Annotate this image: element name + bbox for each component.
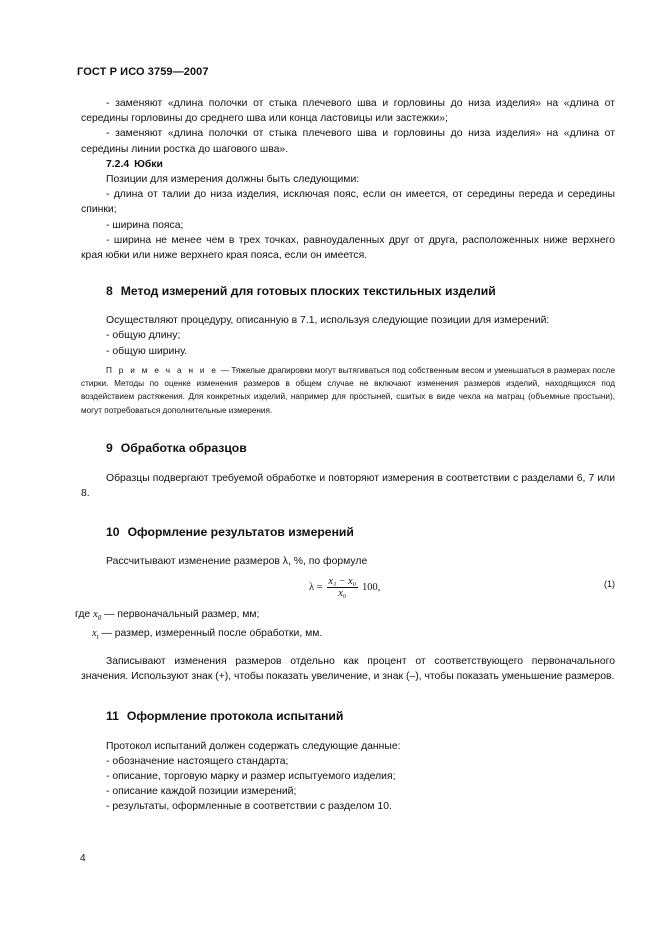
section-8-item-1: - общую длину;	[106, 330, 181, 342]
skirt-item-2: - ширина пояса;	[106, 219, 184, 231]
intro-item-1: - заменяют «длина полочки от стыка плечевого шва и горловины до низа изделия» на «длина от середины горловины до среднего шва или конца ластовицы или застежки»;	[81, 98, 615, 125]
section-11-heading	[81, 708, 615, 724]
section-8-intro: Осуществляют процедуру, описанную в 7.1, используя следующие позиции для измерений:	[106, 315, 550, 327]
section-10-intro: Рассчитывают изменение размеров λ, %, по формуле	[106, 556, 368, 568]
section-11-item-4: - результаты, оформленные в соответствии с разделом 10.	[106, 801, 392, 813]
equation-number: (1)	[604, 578, 615, 589]
document-header: ГОСТ Р ИСО 3759—2007	[77, 66, 209, 78]
skirt-item-3: - ширина не менее чем в трех точках, равноудаленных друг от друга, расположенных ниже верхнего края юбки или ниже верхнего края пояса, если он имеется.	[81, 234, 615, 262]
section-9-number: 9	[106, 441, 113, 456]
section-9-heading	[81, 440, 615, 456]
section-10-text: Записывают изменения размеров отдельно как процент от соответствующего первоначального значения. Используют знак (+), чтобы показать увеличение, и знак (–), чтобы показать уменьшение размеров.	[81, 656, 615, 683]
section-10-number: 10	[106, 525, 120, 540]
subsection-number: 7.2.4	[106, 158, 130, 170]
where-prefix: где	[75, 608, 91, 620]
formula-denominator: x₀	[338, 588, 347, 600]
skirt-item-1: - длина от талии до низа изделия, исключая пояс, если он имеется, от середины переда и середины спинки;	[81, 189, 615, 216]
var-xt: $x_t$	[92, 627, 99, 641]
where-line-1	[75, 626, 615, 645]
section-11-item-2: - описание, торговую марку и размер испытуемого изделия;	[106, 771, 396, 783]
subsection-title: Юбки	[134, 158, 163, 170]
section-8-number: 8	[106, 284, 113, 299]
formula	[309, 573, 380, 603]
subsection-intro: Позиции для измерения должны быть следующими:	[106, 174, 360, 186]
section-8-heading	[81, 283, 615, 299]
formula-row	[81, 573, 615, 607]
formula-fraction	[327, 576, 359, 599]
section-11-number: 11	[106, 708, 119, 723]
section-9-text: Образцы подвергают требуемой обработке и повторяют измерения в соответствии с разделами 6, 7 или 8.	[81, 473, 615, 500]
section-9-title: Обработка образцов	[120, 441, 247, 456]
intro-item-2: - заменяют «длина полочки от стыка плечевого шва и горловины до низа изделия» на «длина от середины линии ростка до шагового шва».	[81, 128, 615, 155]
section-8-note	[81, 364, 615, 417]
section-11-intro: Протокол испытаний должен содержать следующие данные:	[106, 740, 401, 752]
formula-multiplier: 100,	[362, 582, 381, 594]
where-line-0	[75, 607, 615, 626]
var-x0: $x_0$	[93, 608, 102, 622]
subsection-7-2-4-heading	[81, 157, 615, 172]
note-text: — Тяжелые драпировки могут вытягиваться под собственным весом и уменьшаться в размерах после стирки. Методы по оценке изменения размеров в общем случае не включают изменения размеров изделий, находящихся под воздействием растяжения. Для конкретных изделий, например для простыней, сшитых в виде чехла на матрац (объемные простыни), могут потребоваться дополнительные измерения.	[81, 365, 615, 415]
page-number: 4	[80, 853, 86, 864]
formula-lhs: λ =	[309, 582, 323, 594]
page-content	[75, 96, 615, 815]
section-11-title: Оформление протокола испытаний	[126, 708, 344, 723]
section-8-item-2: - общую ширину.	[106, 345, 188, 357]
where-0-text: — первоначальный размер, мм;	[104, 608, 260, 620]
section-10-heading	[81, 524, 615, 540]
note-label: П р и м е ч а н и е	[106, 365, 219, 375]
section-10-title: Оформление результатов измерений	[127, 525, 354, 540]
section-11-item-1: - обозначение настоящего стандарта;	[106, 755, 289, 767]
section-11-item-3: - описание каждой позиции измерений;	[106, 786, 297, 798]
formula-numerator: x₁ − x₀	[328, 576, 357, 588]
section-8-title: Метод измерений для готовых плоских текстильных изделий	[120, 284, 496, 299]
where-1-text: — размер, измеренный после обработки, мм.	[101, 627, 323, 639]
